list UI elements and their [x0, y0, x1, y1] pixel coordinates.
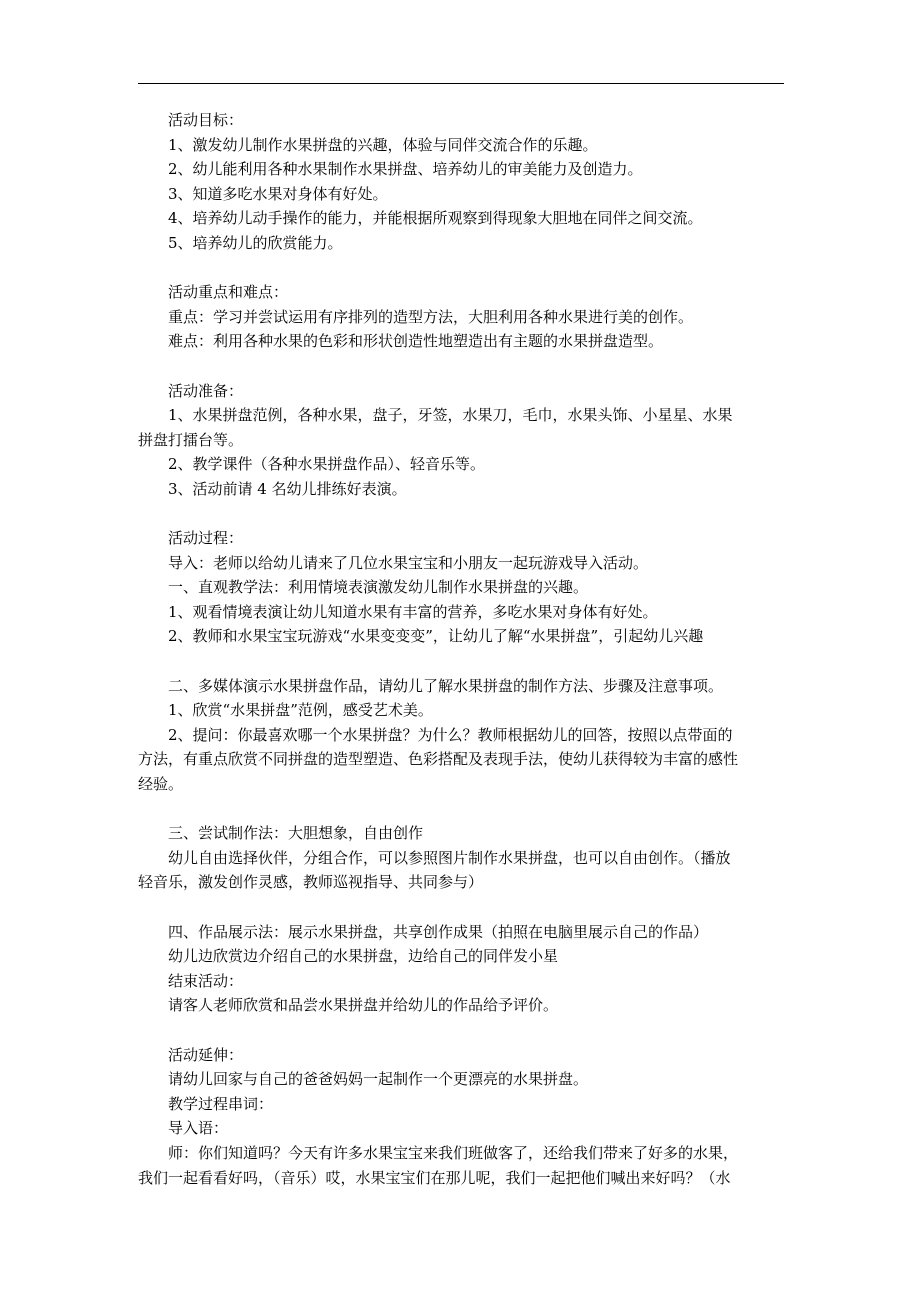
text-line: 导入语： [168, 1119, 229, 1138]
section-heading: 二、多媒体演示水果拼盘作品，请幼儿了解水果拼盘的制作方法、步骤及注意事项。 [168, 676, 724, 695]
text-line: 1、观看情境表演让幼儿知道水果有丰富的营养，多吃水果对身体有好处。 [168, 602, 658, 621]
section-preparation [138, 379, 788, 502]
section-heading: 活动过程： [168, 529, 244, 548]
text-line: 4、培养幼儿动手操作的能力，并能根据所观察到得现象大胆地在同伴之间交流。 [168, 209, 703, 228]
header-rule [138, 83, 784, 84]
text-line: 幼儿边欣赏边介绍自己的水果拼盘，边给自己的同伴发小星 [168, 947, 559, 966]
text-line: 导入：老师以给幼儿请来了几位水果宝宝和小朋友一起玩游戏导入活动。 [168, 553, 649, 572]
text-line: 3、活动前请 4 名幼儿排练好表演。 [168, 479, 407, 498]
text-line: 幼儿自由选择伙伴，分组合作，可以参照图片制作水果拼盘，也可以自由创作。（播放 [168, 848, 731, 867]
text-line: 请客人老师欣赏和品尝水果拼盘并给幼儿的作品给予评价。 [168, 996, 559, 1015]
text-line: 重点：学习并尝试运用有序排列的造型方法，大胆利用各种水果进行美的创作。 [168, 307, 694, 326]
paragraph-gap [138, 797, 788, 822]
text-line: 5、培养幼儿的欣赏能力。 [168, 233, 343, 252]
section-extension [138, 1043, 788, 1191]
text-line: 教学过程串词： [168, 1094, 274, 1113]
paragraph-gap [138, 256, 788, 281]
text-line: 经验。 [138, 775, 184, 794]
paragraph-gap [138, 502, 788, 527]
section-process [138, 526, 788, 649]
text-line: 1、欣赏“水果拼盘”范例，感受艺术美。 [168, 701, 433, 720]
section-heading: 活动重点和难点： [168, 283, 289, 302]
text-line: 2、幼儿能利用各种水果制作水果拼盘、培养幼儿的审美能力及创造力。 [168, 160, 643, 179]
section-multimedia [138, 674, 788, 797]
text-line: 2、教师和水果宝宝玩游戏“水果变变变”，让幼儿了解“水果拼盘”，引起幼儿兴趣 [168, 627, 704, 646]
section-goals [138, 108, 788, 256]
text-line: 师：你们知道吗？今天有许多水果宝宝来我们班做客了，还给我们带来了好多的水果， [168, 1143, 739, 1162]
paragraph-gap [138, 649, 788, 674]
section-heading: 活动延伸： [168, 1045, 244, 1064]
section-heading: 四、作品展示法：展示水果拼盘，共享创作成果（拍照在电脑里展示自己的作品） [168, 922, 709, 941]
text-line: 方法，有重点欣赏不同拼盘的造型塑造、色彩搭配及表现手法，使幼儿获得较为丰富的感性 [138, 750, 739, 769]
text-line: 3、知道多吃水果对身体有好处。 [168, 184, 388, 203]
paragraph-gap [138, 895, 788, 920]
text-line: 1、水果拼盘范例，各种水果，盘子，牙签，水果刀，毛巾，水果头饰、小星星、水果 [168, 406, 733, 425]
document-body [138, 108, 788, 1190]
section-heading: 活动目标： [168, 111, 244, 129]
text-line: 轻音乐，激发创作灵感，教师巡视指导、共同参与） [138, 873, 484, 892]
text-line: 请幼儿回家与自己的爸爸妈妈一起制作一个更漂亮的水果拼盘。 [168, 1070, 589, 1089]
text-line: 2、教学课件（各种水果拼盘作品）、轻音乐等。 [168, 455, 486, 474]
text-line: 难点：利用各种水果的色彩和形状创造性地塑造出有主题的水果拼盘造型。 [168, 332, 664, 351]
section-key-points [138, 280, 788, 354]
section-try-making [138, 821, 788, 895]
text-line: 1、激发幼儿制作水果拼盘的兴趣，体验与同伴交流合作的乐趣。 [168, 135, 598, 154]
section-showcase [138, 920, 788, 1018]
text-line: 结束活动： [168, 971, 244, 990]
section-heading: 活动准备： [168, 381, 244, 400]
text-line: 拼盘打擂台等。 [138, 430, 244, 449]
text-line: 一、直观教学法：利用情境表演激发幼儿制作水果拼盘的兴趣。 [168, 578, 589, 597]
paragraph-gap [138, 354, 788, 379]
text-line: 2、提问：你最喜欢哪一个水果拼盘？为什么？教师根据幼儿的回答，按照以点带面的 [168, 725, 733, 744]
paragraph-gap [138, 1018, 788, 1043]
text-line: 我们一起看看好吗，（音乐）哎，水果宝宝们在那儿呢，我们一起把他们喊出来好吗？（水 [138, 1168, 731, 1187]
section-heading: 三、尝试制作法：大胆想象，自由创作 [168, 824, 424, 843]
